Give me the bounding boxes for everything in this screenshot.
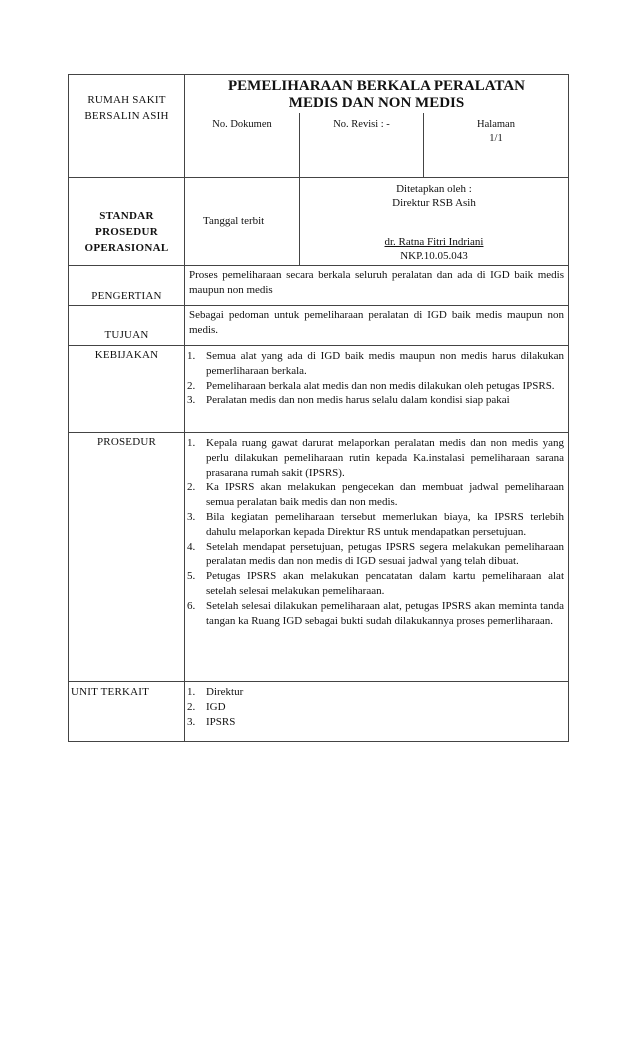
no-revisi	[300, 113, 424, 177]
pengertian-label	[69, 266, 185, 306]
prosedur-list-cell	[185, 433, 569, 682]
document-title	[185, 75, 568, 113]
kebijakan-label-text: KEBIJAKAN	[94, 349, 159, 361]
no-dokumen	[185, 113, 300, 177]
tujuan-label-text: TUJUAN	[104, 329, 149, 341]
tujuan-text	[185, 306, 569, 346]
list-text: Ka IPSRS akan melakukan pengecekan dan membuat jadwal pemeliharaan semua peralatan baik medis dan non medis.	[206, 481, 564, 509]
list-item	[185, 685, 568, 700]
pengertian-label-text: PENGERTIAN	[91, 290, 162, 302]
sop-document	[68, 74, 568, 742]
unit-terkait-label-text: UNIT TERKAIT	[71, 686, 150, 698]
tujuan-label	[69, 306, 185, 346]
list-text: Petugas IPSRS akan melakukan pencatatan dalam kartu pemeliharaan alat setelah selesai melakukan pemeliharaan.	[206, 570, 564, 597]
list-item	[185, 436, 568, 480]
hospital-line-2: BERSALIN ASIH	[84, 110, 169, 122]
prosedur-label-text: PROSEDUR	[96, 436, 157, 448]
pengertian-row	[69, 266, 569, 306]
tanggal-terbit-label: Tanggal terbit	[203, 215, 265, 227]
title-line-1: PEMELIHARAAN BERKALA PERALATAN	[228, 78, 525, 94]
list-item	[185, 349, 568, 379]
list-number: 1.	[187, 350, 196, 362]
kebijakan-list-cell	[185, 346, 569, 433]
tujuan-text-content: Sebagai pedoman untuk pemeliharaan peralatan di IGD baik medis maupun non medis.	[189, 309, 564, 336]
list-number: 6.	[187, 599, 196, 612]
document-meta	[185, 113, 568, 177]
list-item	[185, 393, 568, 408]
list-text: Setelah selesai dilakukan pemeliharaan alat, petugas IPSRS akan meminta tanda tangan ka Ruang IGD sebagai bukti sudah dilakukannya proses pemerliharaan.	[206, 599, 564, 627]
ditetapkan-nama: dr. Ratna Fitri Indriani	[384, 236, 484, 248]
list-number: 2.	[187, 379, 196, 392]
list-text: IGD	[206, 700, 226, 713]
tanggal-terbit	[185, 178, 300, 265]
list-number: 3.	[187, 510, 196, 523]
hospital-name	[69, 75, 185, 178]
list-text: Bila kegiatan pemeliharaan tersebut memerlukan biaya, ka IPSRS terlebih dahulu melaporkan kepada Direktur RS untuk mendapatkan persetujuan.	[206, 510, 564, 538]
list-item	[185, 480, 568, 510]
list-item	[185, 379, 568, 394]
halaman	[424, 113, 568, 177]
prosedur-label	[69, 433, 185, 682]
list-text: Semua alat yang ada di IGD baik medis maupun non medis harus dilakukan pemerliharaan berkala.	[206, 350, 564, 377]
list-item	[185, 700, 568, 715]
unit-terkait-list-cell	[185, 682, 569, 742]
list-text: Direktur	[206, 686, 244, 698]
header-right	[185, 75, 569, 178]
prosedur-list	[185, 436, 568, 628]
list-number: 3.	[187, 394, 196, 407]
list-number: 5.	[187, 570, 196, 583]
ditetapkan-jabatan: Direktur RSB Asih	[392, 196, 476, 209]
list-number: 4.	[187, 540, 196, 553]
list-number: 2.	[187, 481, 196, 494]
kebijakan-label	[69, 346, 185, 433]
list-item	[185, 510, 568, 540]
standar-inner	[185, 178, 568, 265]
title-line-2: MEDIS DAN NON MEDIS	[288, 95, 465, 111]
unit-terkait-list	[185, 685, 568, 729]
list-text: Kepala ruang gawat darurat melaporkan peralatan medis dan non medis yang perlu dilakukan pemeliharaan rutin kepada Ka.instalasi pemeliharaan sarana prasarana rumah sakit (IPSRS).	[206, 437, 564, 479]
unit-terkait-row	[69, 682, 569, 742]
standar-line-2: PROSEDUR	[95, 226, 158, 238]
pengertian-text-content: Proses pemeliharaan secara berkala seluruh peralatan dan ada di IGD baik medis maupun non medis	[189, 269, 564, 296]
hospital-line-1: RUMAH SAKIT	[87, 94, 166, 106]
standar-line-1: STANDAR	[99, 210, 154, 222]
standar-row	[69, 178, 569, 266]
list-text: IPSRS	[206, 715, 236, 728]
header-row	[69, 75, 569, 178]
list-item	[185, 599, 568, 629]
list-item	[185, 540, 568, 570]
standar-line-3: OPERASIONAL	[84, 242, 169, 254]
list-item	[185, 569, 568, 599]
standar-label	[69, 178, 185, 266]
list-text: Setelah mendapat persetujuan, petugas IPSRS segera melakukan pemeliharaan peralatan medis dan non medis di IGD sesuai jadwal yang telah dibuat.	[206, 540, 564, 568]
standar-right	[185, 178, 569, 266]
kebijakan-list	[185, 349, 568, 408]
ditetapkan-label: Ditetapkan oleh :	[396, 183, 472, 195]
halaman-value: 1/1	[489, 133, 503, 144]
prosedur-row	[69, 433, 569, 682]
kebijakan-row	[69, 346, 569, 433]
list-text: Pemeliharaan berkala alat medis dan non medis dilakukan oleh petugas IPSRS.	[206, 379, 555, 392]
sop-table	[68, 74, 569, 742]
list-number: 2.	[187, 700, 196, 713]
list-item	[185, 715, 568, 730]
no-revisi-label: No. Revisi : -	[333, 119, 390, 130]
list-number: 1.	[187, 437, 196, 449]
list-number: 1.	[187, 686, 196, 698]
list-text: Peralatan medis dan non medis harus selalu dalam kondisi siap pakai	[206, 394, 510, 407]
ditetapkan	[300, 178, 568, 265]
list-number: 3.	[187, 715, 196, 728]
pengertian-text	[185, 266, 569, 306]
tujuan-row	[69, 306, 569, 346]
ditetapkan-nkp: NKP.10.05.043	[400, 249, 468, 262]
no-dokumen-label: No. Dokumen	[212, 119, 272, 130]
unit-terkait-label	[69, 682, 185, 742]
halaman-label: Halaman	[477, 119, 515, 130]
